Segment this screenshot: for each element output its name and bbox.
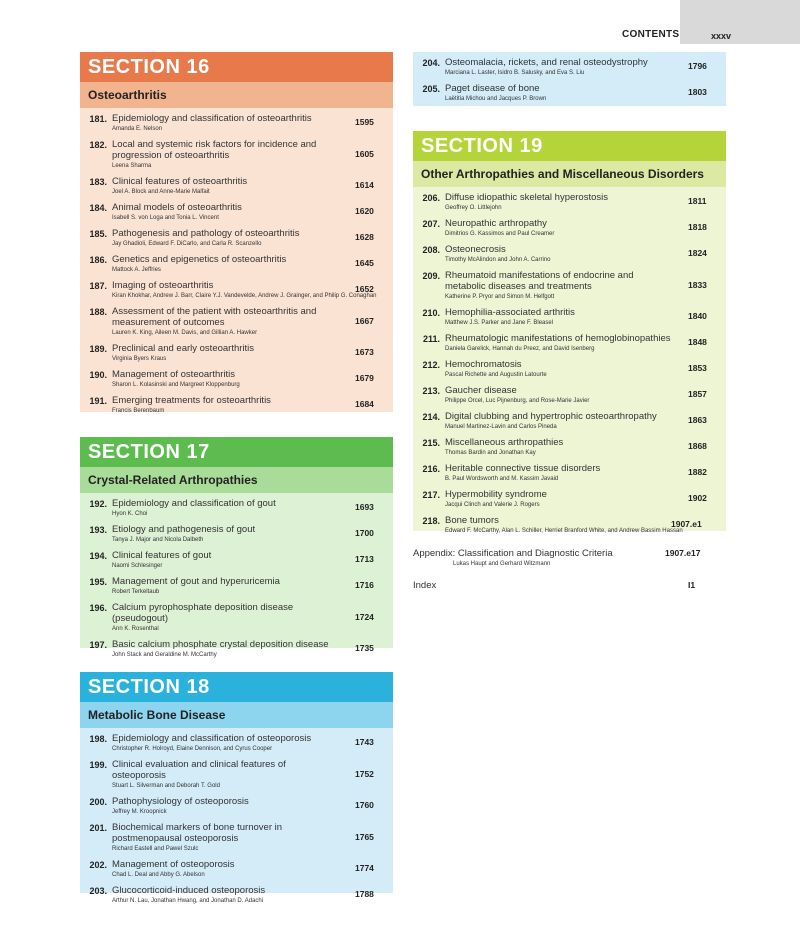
section-18-subtitle: Metabolic Bone Disease — [80, 702, 393, 728]
chapter-title: Neuropathic arthropathy — [445, 218, 547, 229]
chapter-text — [112, 176, 340, 196]
toc-entry[interactable] — [80, 251, 393, 277]
chapter-text — [112, 550, 340, 570]
section-17-subtitle: Crystal-Related Arthropathies — [80, 467, 393, 493]
chapter-authors: Arthur N. Lau, Jonathan Hwang, and Jonathan D. Adachi — [112, 898, 264, 904]
index-entry[interactable] — [413, 580, 726, 591]
chapter-number: 186. — [89, 255, 107, 265]
chapter-text — [112, 796, 340, 816]
section-18 — [80, 672, 393, 904]
chapter-number: 216. — [422, 464, 440, 474]
chapter-page: 1667 — [355, 315, 374, 326]
chapter-number: 217. — [422, 490, 440, 500]
chapter-page: 1628 — [355, 232, 374, 242]
chapter-authors: Mattock A. Jeffries — [112, 267, 161, 273]
toc-entry[interactable] — [413, 356, 726, 382]
chapter-title: Pathophysiology of osteoporosis — [112, 796, 249, 807]
chapter-page: 1774 — [355, 863, 374, 873]
chapter-page: 1645 — [355, 258, 374, 268]
chapter-number: 181. — [89, 114, 107, 124]
chapter-authors: Jay Ghadioli, Edward F. DiCarlo, and Carla R. Scanzello — [112, 241, 262, 247]
chapter-number: 196. — [89, 603, 107, 613]
chapter-number: 213. — [422, 386, 440, 396]
toc-entry[interactable] — [80, 573, 393, 599]
chapter-text — [112, 602, 340, 633]
chapter-text — [445, 83, 673, 103]
chapter-authors: Sharon L. Kolasinski and Margreet Kloppenburg — [112, 382, 240, 388]
chapter-text — [112, 733, 340, 753]
chapter-text — [112, 498, 340, 518]
chapter-page: 1673 — [355, 347, 374, 357]
section-17 — [80, 437, 393, 658]
chapter-page: 1811 — [688, 196, 707, 206]
chapter-number: 194. — [89, 551, 107, 561]
chapter-authors: Thomas Bardin and Jonathan Kay — [445, 450, 536, 456]
chapter-number: 208. — [422, 245, 440, 255]
chapter-authors: Stuart L. Silverman and Deborah T. Gold — [112, 783, 220, 789]
toc-entry[interactable] — [80, 495, 393, 521]
chapter-number: 202. — [89, 860, 107, 870]
chapter-text — [112, 576, 340, 596]
appendix-authors: Lukas Haupt and Gerhard Witzmann — [453, 561, 551, 567]
chapter-text — [112, 395, 340, 415]
chapter-number: 212. — [422, 360, 440, 370]
toc-entry[interactable] — [413, 460, 726, 486]
chapter-authors: Philippe Orcel, Luc Pijnenburg, and Rose-Marie Javier — [445, 398, 590, 404]
chapter-number: 210. — [422, 308, 440, 318]
chapter-text — [112, 524, 340, 544]
chapter-title: Genetics and epigenetics of osteoarthritis — [112, 254, 287, 265]
toc-entry[interactable] — [80, 793, 393, 819]
chapter-authors: Amanda E. Nelson — [112, 126, 163, 132]
chapter-authors: Laëtitia Michou and Jacques P. Brown — [445, 96, 547, 102]
toc-entry[interactable] — [80, 547, 393, 573]
chapter-text — [445, 385, 673, 405]
chapter-page: 1684 — [355, 399, 374, 409]
chapter-authors: Lauren K. King, Aileen M. Davis, and Gillian A. Hawker — [112, 330, 258, 336]
chapter-title: Animal models of osteoarthritis — [112, 202, 242, 213]
chapter-text — [112, 254, 340, 274]
chapter-authors: Marciana L. Laster, Isidro B. Salusky, and Eva S. Liu — [445, 70, 585, 76]
chapter-number: 218. — [422, 516, 440, 526]
chapter-text — [112, 343, 340, 363]
chapter-text — [445, 57, 673, 77]
chapter-authors: Jeffrey M. Kroopnick — [112, 809, 167, 815]
chapter-authors: Jacqui Clinch and Valerie J. Rogers — [445, 502, 540, 508]
chapter-page: 1724 — [355, 611, 374, 622]
toc-entry[interactable] — [80, 599, 393, 636]
section-17-entries — [80, 493, 393, 668]
chapter-authors: Daniela Garelick, Hannah du Preez, and David Isenberg — [445, 346, 595, 352]
section-19 — [413, 131, 726, 534]
chapter-page: 1743 — [355, 737, 374, 747]
chapter-number: 187. — [89, 281, 107, 291]
contents-label: CONTENTS — [622, 29, 680, 40]
chapter-page: 1614 — [355, 180, 374, 190]
chapter-authors: Leena Sharma — [112, 163, 152, 169]
toc-entry[interactable] — [80, 173, 393, 199]
chapter-title: Heritable connective tissue disorders — [445, 463, 601, 474]
toc-entry[interactable] — [413, 267, 726, 304]
chapter-title: Imaging of osteoarthritis — [112, 280, 214, 291]
chapter-text — [112, 639, 340, 659]
chapter-page: 1716 — [355, 580, 374, 590]
chapter-number: 188. — [89, 307, 107, 317]
chapter-text — [445, 270, 673, 301]
chapter-page: 1760 — [355, 800, 374, 810]
chapter-title: Preclinical and early osteoarthritis — [112, 343, 255, 354]
chapter-title: Rheumatoid manifestations of endocrine and metabolic diseases and treatments — [445, 270, 634, 292]
chapter-title: Epidemiology and classification of osteoporosis — [112, 733, 312, 744]
chapter-page: 1848 — [688, 337, 707, 347]
toc-entry[interactable] — [413, 486, 726, 512]
toc-entry[interactable] — [80, 856, 393, 882]
chapter-number: 197. — [89, 640, 107, 650]
chapter-title: Management of osteoarthritis — [112, 369, 236, 380]
chapter-number: 191. — [89, 396, 107, 406]
chapter-text — [445, 411, 673, 431]
index-title: Index — [413, 580, 437, 591]
section-17-title: SECTION 17 — [80, 437, 393, 467]
chapter-title: Assessment of the patient with osteoarthritis and measurement of outcomes — [112, 306, 317, 328]
chapter-number: 200. — [89, 797, 107, 807]
chapter-number: 198. — [89, 734, 107, 744]
toc-entry[interactable] — [80, 756, 393, 793]
chapter-title: Calcium pyrophosphate deposition disease (pseudogout) — [112, 602, 294, 624]
chapter-text — [445, 333, 673, 353]
toc-entry[interactable] — [80, 366, 393, 392]
chapter-title: Bone tumors — [445, 515, 499, 526]
chapter-title: Hemochromatosis — [445, 359, 522, 370]
toc-entry[interactable] — [80, 882, 393, 908]
toc-entry[interactable] — [413, 382, 726, 408]
section-19-subtitle: Other Arthropathies and Miscellaneous Disorders — [413, 161, 726, 187]
toc-entry[interactable] — [413, 434, 726, 460]
chapter-title: Local and systemic risk factors for incidence and progression of osteoarthritis — [112, 139, 317, 161]
toc-entry[interactable] — [80, 819, 393, 856]
chapter-number: 211. — [422, 334, 440, 344]
chapter-text — [112, 139, 340, 170]
chapter-authors: Tanya J. Major and Nicola Dalbeth — [112, 537, 204, 543]
chapter-number: 209. — [422, 271, 440, 281]
chapter-authors: Christopher R. Holroyd, Elaine Dennison, and Cyrus Cooper — [112, 746, 273, 752]
chapter-authors: Isabell S. von Loga and Tonia L. Vincent — [112, 215, 219, 221]
chapter-page: 1818 — [688, 222, 707, 232]
toc-entry[interactable] — [413, 241, 726, 267]
chapter-page: 1803 — [688, 87, 707, 97]
chapter-page: 1620 — [355, 206, 374, 216]
chapter-authors: John Stack and Geraldine M. McCarthy — [112, 652, 217, 658]
chapter-title: Management of gout and hyperuricemia — [112, 576, 280, 587]
toc-entry[interactable] — [80, 730, 393, 756]
chapter-text — [445, 307, 673, 327]
toc-entry[interactable] — [80, 303, 393, 340]
chapter-authors: Geoffrey O. Littlejohn — [445, 205, 502, 211]
chapter-page: 1853 — [688, 363, 707, 373]
chapter-text — [445, 437, 673, 457]
chapter-page: 1863 — [688, 415, 707, 425]
chapter-number: 201. — [89, 823, 107, 833]
chapter-page: 1902 — [688, 493, 707, 503]
toc-entry[interactable] — [80, 110, 393, 136]
section-19-entries — [413, 187, 726, 544]
chapter-number: 185. — [89, 229, 107, 239]
chapter-title: Gaucher disease — [445, 385, 517, 396]
chapter-title: Digital clubbing and hypertrophic osteoarthropathy — [445, 411, 657, 422]
chapter-text — [112, 859, 340, 879]
chapter-text — [112, 113, 340, 133]
header-tab — [680, 0, 800, 44]
chapter-text — [112, 202, 340, 222]
section-19-title: SECTION 19 — [413, 131, 726, 161]
appendix-entry[interactable] — [413, 548, 726, 568]
toc-entry[interactable] — [413, 215, 726, 241]
chapter-title: Emerging treatments for osteoarthritis — [112, 395, 271, 406]
chapter-number: 206. — [422, 193, 440, 203]
chapter-number: 193. — [89, 525, 107, 535]
chapter-number: 183. — [89, 177, 107, 187]
chapter-authors: Joel A. Block and Anne-Marie Malfait — [112, 189, 210, 195]
toc-entry[interactable] — [413, 80, 726, 106]
chapter-authors: Chad L. Deal and Abby G. Abelson — [112, 872, 205, 878]
chapter-authors: Richard Eastell and Pawel Szulc — [112, 846, 199, 852]
chapter-page: 1679 — [355, 373, 374, 383]
chapter-number: 192. — [89, 499, 107, 509]
toc-entry[interactable] — [80, 225, 393, 251]
chapter-authors: Francis Berenbaum — [112, 408, 165, 414]
chapter-text — [112, 228, 340, 248]
chapter-page: 1605 — [355, 148, 374, 159]
chapter-text — [445, 489, 673, 509]
chapter-title: Management of osteoporosis — [112, 859, 235, 870]
section-16-entries — [80, 108, 393, 424]
chapter-authors: Timothy McAlindon and John A. Carrino — [445, 257, 551, 263]
chapter-title: Epidemiology and classification of osteoarthritis — [112, 113, 312, 124]
toc-entry[interactable] — [413, 304, 726, 330]
chapter-number: 189. — [89, 344, 107, 354]
chapter-page: 1788 — [355, 889, 374, 899]
chapter-page: 1796 — [688, 61, 707, 71]
chapter-page: 1833 — [688, 279, 707, 290]
chapter-number: 207. — [422, 219, 440, 229]
chapter-title: Rheumatologic manifestations of hemoglobinopathies — [445, 333, 671, 344]
chapter-page: 1752 — [355, 768, 374, 779]
chapter-number: 214. — [422, 412, 440, 422]
chapter-page: 1652 — [355, 284, 374, 294]
toc-entry[interactable] — [80, 277, 393, 303]
chapter-authors: Dimitrios G. Kassimos and Paul Creamer — [445, 231, 555, 237]
chapter-text — [112, 306, 340, 337]
chapter-number: 195. — [89, 577, 107, 587]
chapter-text — [112, 885, 340, 905]
toc-entry[interactable] — [80, 521, 393, 547]
chapter-text — [445, 463, 673, 483]
page-number: xxxv — [711, 31, 732, 41]
section-18-entries — [80, 728, 393, 914]
chapter-title: Osteomalacia, rickets, and renal osteodystrophy — [445, 57, 648, 68]
chapter-page: 1857 — [688, 389, 707, 399]
chapter-number: 203. — [89, 886, 107, 896]
toc-entry[interactable] — [80, 340, 393, 366]
chapter-number: 204. — [422, 58, 440, 68]
chapter-title: Pathogenesis and pathology of osteoarthritis — [112, 228, 300, 239]
chapter-authors: Edward F. McCarthy, Alan L. Schiller, Herriet Branford White, and Andrew Bassim Hassan — [445, 528, 683, 534]
chapter-page: 1595 — [355, 117, 374, 127]
chapter-text — [112, 369, 340, 389]
toc-entry[interactable] — [80, 199, 393, 225]
chapter-title: Biochemical markers of bone turnover in postmenopausal osteoporosis — [112, 822, 283, 844]
chapter-authors: Virginia Byers Kraus — [112, 356, 167, 362]
chapter-title: Miscellaneous arthropathies — [445, 437, 564, 448]
chapter-authors: Pascal Richette and Augustin Latourte — [445, 372, 547, 378]
chapter-text — [445, 192, 673, 212]
chapter-authors: Manuel Martinez-Lavin and Carlos Pineda — [445, 424, 557, 430]
chapter-page: 1693 — [355, 502, 374, 512]
chapter-authors: Ann K. Rosenthal — [112, 626, 159, 632]
chapter-authors: Robert Terkeltaub — [112, 589, 160, 595]
chapter-number: 205. — [422, 84, 440, 94]
chapter-text — [112, 759, 340, 790]
appendix-title: Appendix: Classification and Diagnostic Criteria — [413, 548, 613, 559]
toc-entry[interactable] — [80, 636, 393, 662]
appendix-page: 1907.e17 — [665, 548, 701, 558]
section-18-continued — [413, 52, 726, 106]
chapter-number: 184. — [89, 203, 107, 213]
section-18-continued-entries — [413, 52, 726, 112]
chapter-authors: Hyon K. Choi — [112, 511, 148, 517]
chapter-page: 1824 — [688, 248, 707, 258]
chapter-title: Basic calcium phosphate crystal deposition disease — [112, 639, 329, 650]
chapter-page: 1882 — [688, 467, 707, 477]
chapter-number: 199. — [89, 760, 107, 770]
chapter-title: Etiology and pathogenesis of gout — [112, 524, 256, 535]
chapter-number: 190. — [89, 370, 107, 380]
index-page: I1 — [688, 580, 696, 590]
section-18-title: SECTION 18 — [80, 672, 393, 702]
chapter-title: Hemophilia-associated arthritis — [445, 307, 575, 318]
chapter-text — [445, 218, 673, 238]
toc-entry[interactable] — [80, 392, 393, 418]
toc-entry[interactable] — [413, 408, 726, 434]
chapter-page: 1868 — [688, 441, 707, 451]
chapter-authors: Naomi Schlesinger — [112, 563, 163, 569]
chapter-page: 1735 — [355, 643, 374, 653]
chapter-page: 1700 — [355, 528, 374, 538]
chapter-title: Glucocorticoid-induced osteoporosis — [112, 885, 266, 896]
chapter-text — [112, 822, 340, 853]
chapter-title: Clinical evaluation and clinical features of osteoporosis — [112, 759, 286, 781]
chapter-page: 1907.e1 — [671, 519, 702, 529]
chapter-title: Clinical features of gout — [112, 550, 212, 561]
chapter-authors: B. Paul Wordsworth and M. Kassim Javaid — [445, 476, 559, 482]
section-16 — [80, 52, 393, 412]
chapter-text — [445, 359, 673, 379]
chapter-title: Paget disease of bone — [445, 83, 540, 94]
section-16-subtitle: Osteoarthritis — [80, 82, 393, 108]
toc-entry[interactable] — [80, 136, 393, 173]
toc-entry[interactable] — [413, 189, 726, 215]
chapter-title: Clinical features of osteoarthritis — [112, 176, 248, 187]
toc-entry[interactable] — [413, 512, 726, 538]
chapter-number: 182. — [89, 140, 107, 150]
chapter-title: Epidemiology and classification of gout — [112, 498, 276, 509]
toc-entry[interactable] — [413, 330, 726, 356]
chapter-page: 1765 — [355, 831, 374, 842]
chapter-title: Osteonecrosis — [445, 244, 506, 255]
section-16-title: SECTION 16 — [80, 52, 393, 82]
chapter-title: Diffuse idiopathic skeletal hyperostosis — [445, 192, 608, 203]
chapter-page: 1713 — [355, 554, 374, 564]
chapter-authors: Katherine P. Pryor and Simon M. Helfgott — [445, 294, 555, 300]
toc-entry[interactable] — [413, 54, 726, 80]
chapter-page: 1840 — [688, 311, 707, 321]
chapter-authors: Matthew J.S. Parker and Jane F. Bleasel — [445, 320, 554, 326]
chapter-text — [445, 244, 673, 264]
chapter-number: 215. — [422, 438, 440, 448]
chapter-authors: Kiran Khokhar, Andrew J. Barr, Claire Y.J. Vandevelde, Andrew J. Grainger, and Philip G. Conaghan — [112, 293, 377, 299]
chapter-text — [445, 515, 683, 535]
chapter-title: Hypermobility syndrome — [445, 489, 547, 500]
